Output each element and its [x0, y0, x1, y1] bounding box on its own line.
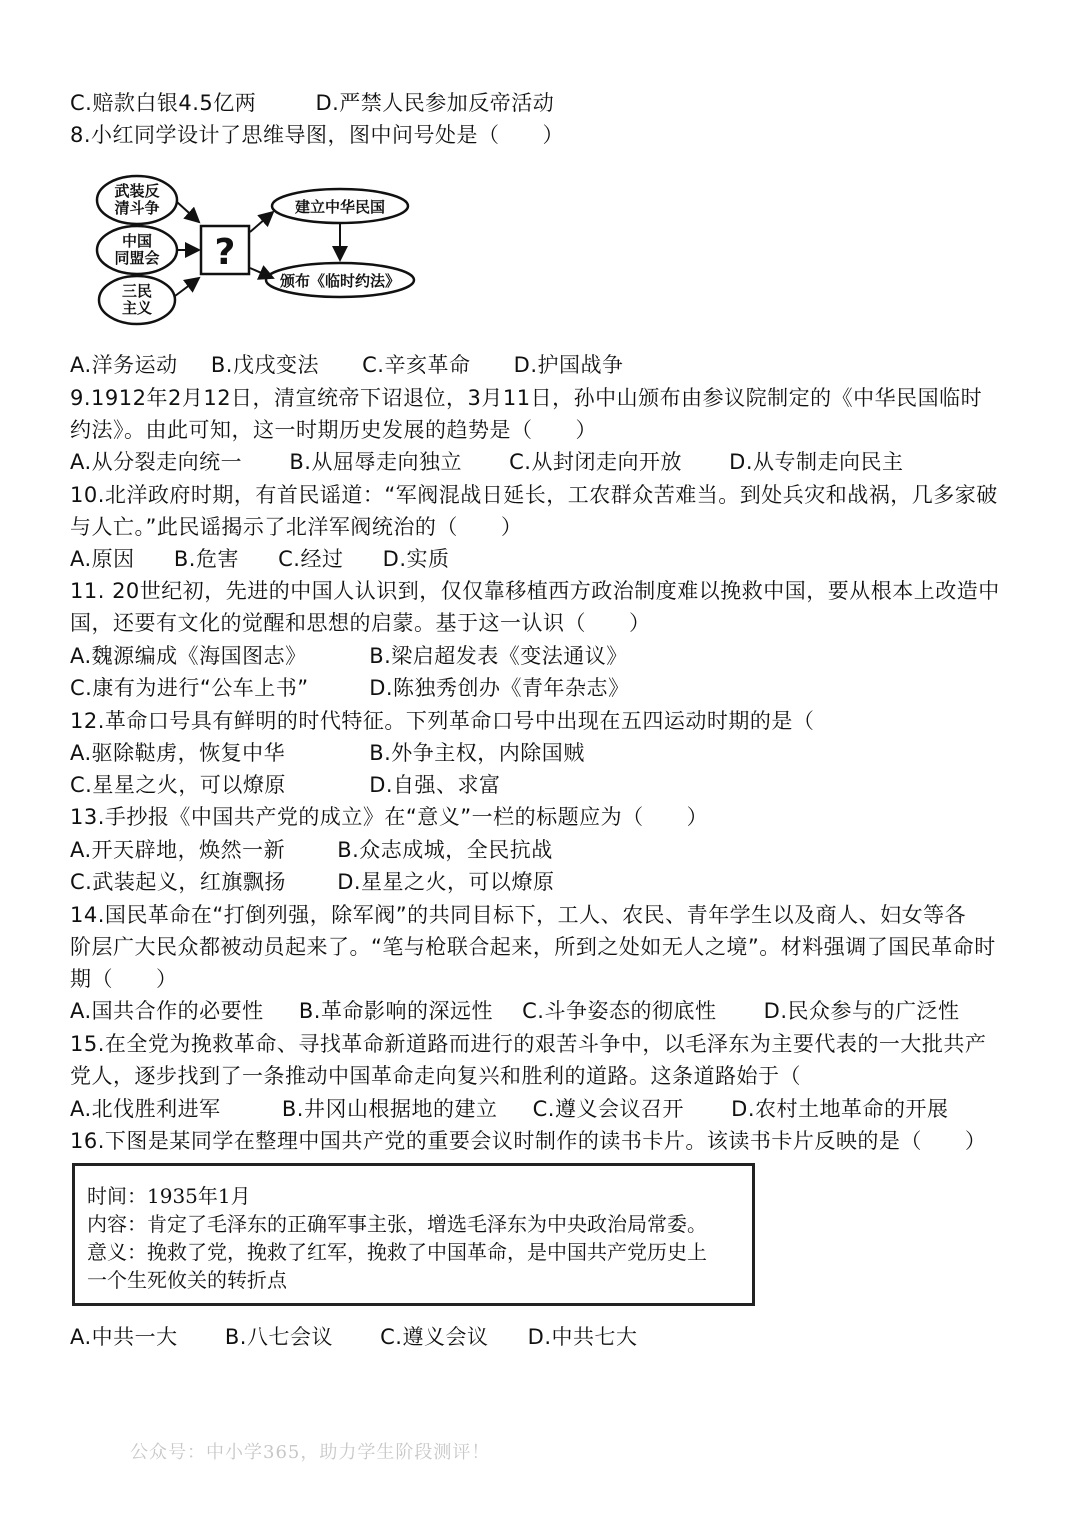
- q15-stem-line-2: 党人，逐步找到了一条推动中国革命走向复兴和胜利的道路。这条道路始于（: [70, 1064, 801, 1088]
- q14-stem-line-3: 期（ ）: [70, 967, 178, 991]
- q16-option-a: A.中共一大: [70, 1325, 178, 1349]
- q13-stem: 13.手抄报《中国共产党的成立》在“意义”一栏的标题应为（ ）: [70, 805, 709, 829]
- watermark: 公众号：中小学365，助力学生阶段测评！: [130, 1442, 491, 1463]
- q15-option-d: D.农村土地革命的开展: [731, 1097, 949, 1121]
- q9-stem-line-2: 约法》。由此可知，这一时期历史发展的趋势是（ ）: [70, 418, 597, 442]
- q15-option-b: B.井冈山根据地的建立: [281, 1097, 498, 1121]
- q12-option-b: B.外争主权，内除国贼: [369, 741, 585, 765]
- mindmap-node-armed-struggle-label-1: 武装反: [114, 182, 160, 200]
- q11-stem-line-1: 11. 20世纪初，先进的中国人认识到，仅仅靠移植西方政治制度难以挽救中国，要从根本上改造中: [70, 579, 1000, 603]
- q16-options: [70, 1322, 638, 1352]
- q14-options: [70, 996, 960, 1026]
- q16-option-d: D.中共七大: [527, 1325, 638, 1349]
- q15-option-a: A.北伐胜利进军: [70, 1097, 221, 1121]
- q8-stem: 8.小红同学设计了思维导图，图中问号处是（ ）: [70, 123, 565, 147]
- q16-option-c: C.遵义会议: [380, 1325, 489, 1349]
- q12-stem: 12.革命口号具有鲜明的时代特征。下列革命口号中出现在五四运动时期的是（: [70, 709, 815, 733]
- q7-options: [70, 88, 554, 118]
- q11-option-c: C.康有为进行“公车上书”: [70, 676, 309, 700]
- q13-options-row-2: [70, 867, 555, 897]
- q8-option-b: B.戊戌变法: [210, 353, 319, 377]
- q10-option-c: C.经过: [278, 547, 344, 571]
- card-meaning-line-1: 意义：挽救了党，挽救了红军，挽救了中国革命，是中国共产党历史上: [87, 1240, 707, 1264]
- q9-stem-line-1: 9.1912年2月12日，清宣统帝下诏退位，3月11日，孙中山颁布由参议院制定的《中华民国临时: [70, 386, 983, 410]
- card-content: 内容：肯定了毛泽东的正确军事主张，增选毛泽东为中央政治局常委。: [87, 1212, 707, 1236]
- q11-options-row-2: [70, 673, 630, 703]
- q10-stem-line-2: 与人亡。”此民谣揭示了北洋军阀统治的（ ）: [70, 515, 523, 539]
- q9-option-c: C.从封闭走向开放: [509, 450, 682, 474]
- q13-option-d: D.星星之火，可以燎原: [337, 870, 555, 894]
- q8-options: [70, 350, 624, 380]
- mindmap-node-three-principles-label-1: 三民: [121, 282, 153, 300]
- mindmap-node-tongmenghui-label-2: 同盟会: [114, 249, 160, 267]
- mindmap-node-tongmenghui-label-1: 中国: [121, 232, 153, 250]
- q11-option-a: A.魏源编成《海国图志》: [70, 644, 307, 668]
- q10-option-a: A.原因: [70, 547, 135, 571]
- card-time: 时间：1935年1月: [87, 1184, 251, 1208]
- mindmap-node-provisional-constitution-label: 颁布《临时约法》: [279, 272, 401, 290]
- q8-option-a: A.洋务运动: [70, 353, 178, 377]
- q15-stem-line-1: 15.在全党为挽救革命、寻找革命新道路而进行的艰苦斗争中，以毛泽东为主要代表的一大批共产: [70, 1032, 987, 1056]
- q11-option-d: D.陈独秀创办《青年杂志》: [369, 676, 630, 700]
- q8-option-d: D.护国战争: [513, 353, 624, 377]
- q12-options-row-2: [70, 770, 501, 800]
- q7-option-c: C.赔款白银4.5亿两: [70, 91, 257, 115]
- q14-stem-line-1: 14.国民革命在“打倒列强，除军阀”的共同目标下，工人、农民、青年学生以及商人、妇女等各: [70, 903, 967, 927]
- q8-mind-map: [95, 170, 445, 330]
- q13-options-row-1: [70, 835, 553, 865]
- q10-option-b: B.危害: [173, 547, 239, 571]
- q14-option-a: A.国共合作的必要性: [70, 999, 264, 1023]
- q10-options: [70, 544, 450, 574]
- card-meaning-line-2: 一个生死攸关的转折点: [87, 1268, 287, 1292]
- q13-option-c: C.武装起义，红旗飘扬: [70, 870, 286, 894]
- q9-option-d: D.从专制走向民主: [729, 450, 904, 474]
- q14-option-c: C.斗争姿态的彻底性: [522, 999, 717, 1023]
- q7-option-d: D.严禁人民参加反帝活动: [315, 91, 555, 115]
- q9-option-b: B.从屈辱走向独立: [289, 450, 462, 474]
- q16-stem: 16.下图是某同学在整理中国共产党的重要会议时制作的读书卡片。该读书卡片反映的是（ ）: [70, 1129, 987, 1153]
- q8-option-c: C.辛亥革命: [362, 353, 471, 377]
- mindmap-question-mark: ?: [214, 232, 236, 273]
- q12-option-c: C.星星之火，可以燎原: [70, 773, 286, 797]
- mindmap-node-armed-struggle-label-2: 清斗争: [114, 199, 160, 217]
- q14-option-d: D.民众参与的广泛性: [763, 999, 960, 1023]
- q14-option-b: B.革命影响的深远性: [298, 999, 493, 1023]
- q10-stem-line-1: 10.北洋政府时期，有首民谣道：“军阀混战日延长，工农群众苦难当。到处兵灾和战祸，几多家破: [70, 483, 998, 507]
- q12-options-row-1: [70, 738, 585, 768]
- q15-options: [70, 1094, 949, 1124]
- q13-option-b: B.众志成城，全民抗战: [337, 838, 553, 862]
- q11-options-row-1: [70, 641, 628, 671]
- q12-option-a: A.驱除鞑虏，恢复中华: [70, 741, 286, 765]
- q9-options: [70, 447, 904, 477]
- q12-option-d: D.自强、求富: [369, 773, 501, 797]
- mindmap-node-establish-roc-label: 建立中华民国: [294, 198, 386, 216]
- q13-option-a: A.开天辟地，焕然一新: [70, 838, 286, 862]
- q11-option-b: B.梁启超发表《变法通议》: [369, 644, 628, 668]
- q14-stem-line-2: 阶层广大民众都被动员起来了。“笔与枪联合起来，所到之处如无人之境”。材料强调了国民革命时: [70, 935, 996, 959]
- q10-option-d: D.实质: [382, 547, 450, 571]
- q16-reading-card: [72, 1163, 755, 1306]
- q11-stem-line-2: 国，还要有文化的觉醒和思想的启蒙。基于这一认识（ ）: [70, 611, 651, 635]
- q9-option-a: A.从分裂走向统一: [70, 450, 243, 474]
- mindmap-node-three-principles-label-2: 主义: [121, 299, 153, 317]
- q15-option-c: C.遵义会议召开: [532, 1097, 684, 1121]
- q16-option-b: B.八七会议: [224, 1325, 333, 1349]
